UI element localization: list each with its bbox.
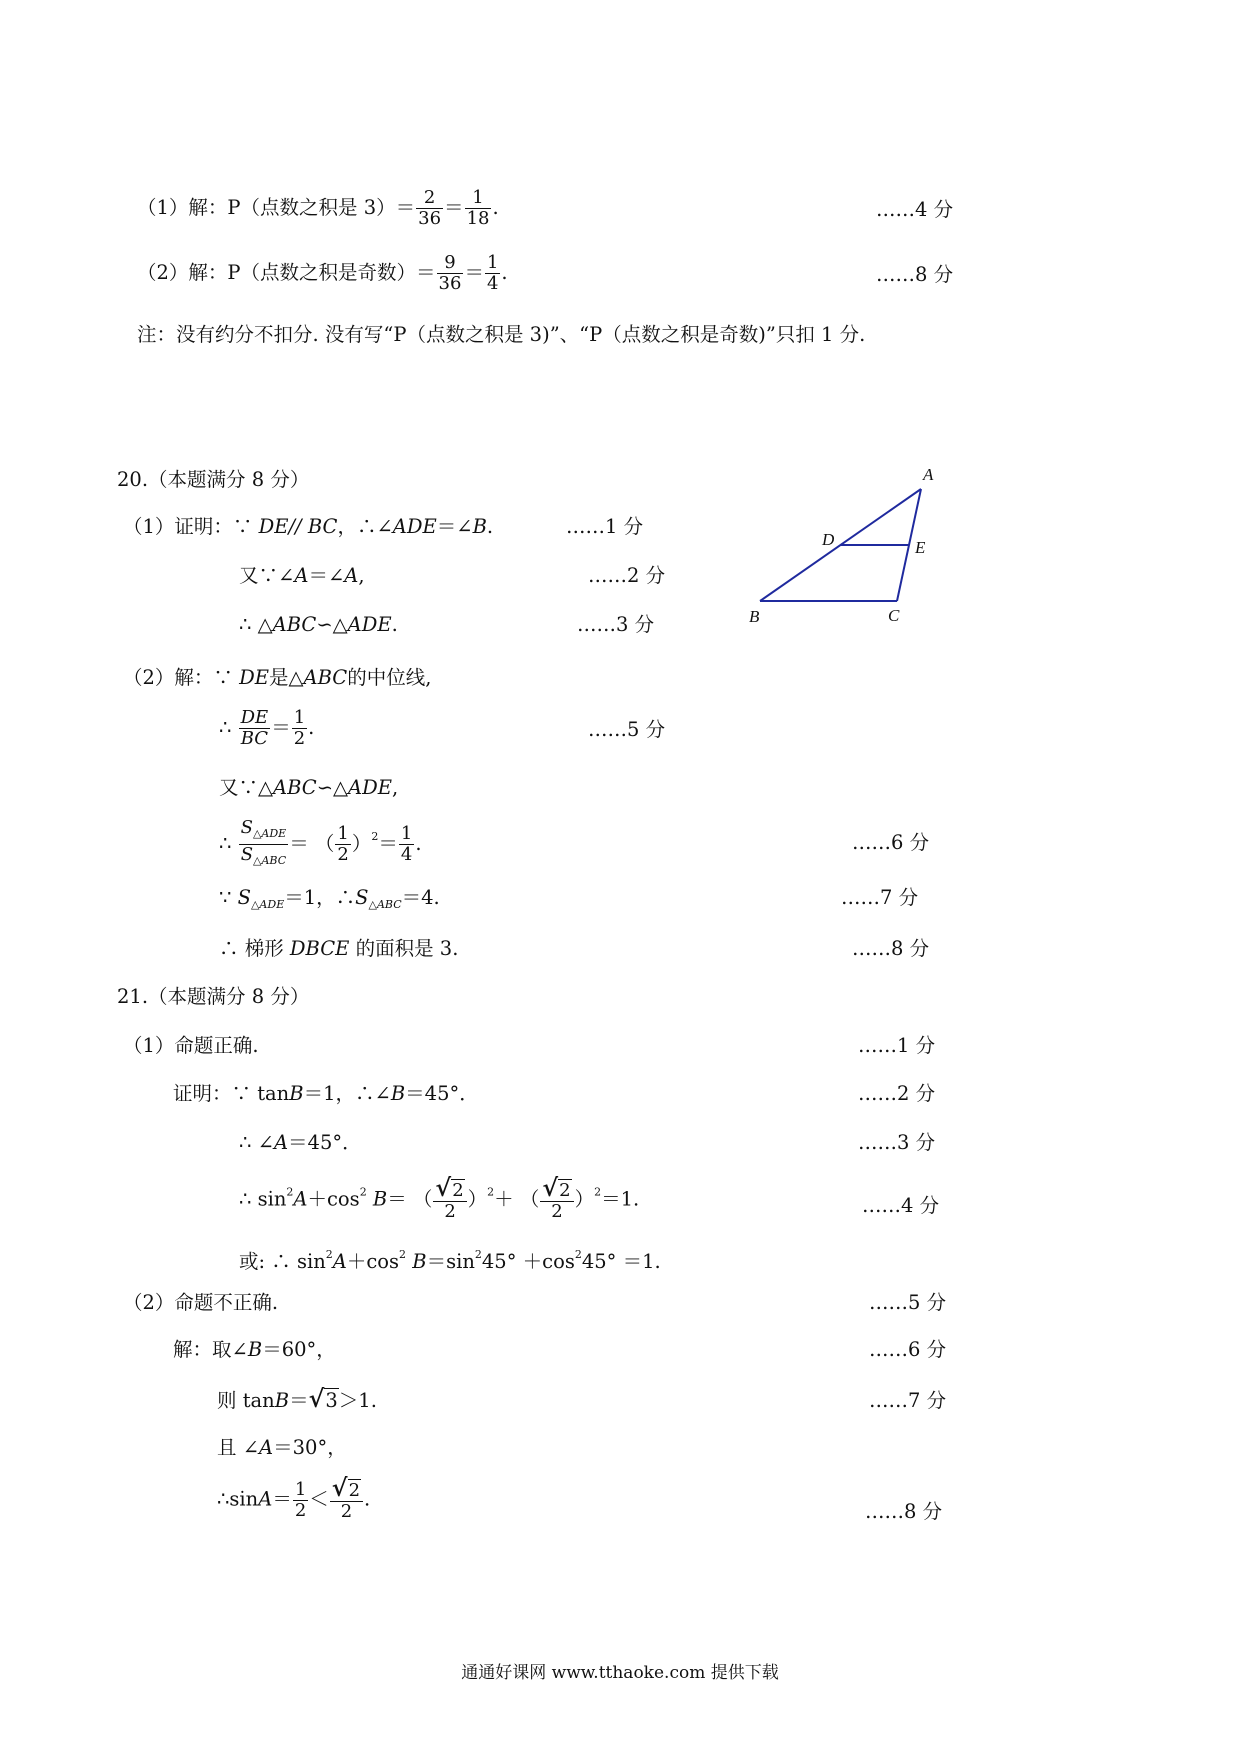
q20-l7-gden: 4	[400, 844, 413, 865]
q21-l4-e: ＝ （	[387, 1187, 433, 1211]
q19-p1-eq: ＝	[444, 196, 464, 219]
q20-line1	[123, 515, 493, 539]
q20-l4-b: DE	[239, 666, 269, 689]
q20-l7-eq2: ＝	[378, 832, 398, 855]
q19-part1	[137, 188, 499, 229]
q19-p2-prefix: （2）解：P（点数之积是奇数）＝	[137, 261, 436, 284]
q19-p1-fraction2	[465, 188, 492, 229]
q21-l5-g: 45° ＝1.	[581, 1250, 661, 1273]
q20-l5-frac	[292, 708, 307, 749]
q20-l9-score: ……8 分	[852, 937, 930, 960]
q20-l5-fden: 2	[293, 728, 306, 749]
q20-l1-g: .	[486, 515, 494, 538]
q19-p1-score: ……4 分	[876, 198, 954, 221]
q21-l10-e: .	[364, 1487, 371, 1511]
q21-l8-rad: 3	[325, 1389, 338, 1412]
q21-l10-half	[293, 1480, 308, 1521]
q21-l4-score: ……4 分	[862, 1194, 940, 1217]
q21-l5-b: A	[332, 1250, 347, 1273]
q21-l3-c: ＝45°．	[288, 1131, 362, 1154]
q21-l10-d: ＜	[309, 1487, 329, 1511]
q21-l4-i: ＝1.	[601, 1187, 640, 1211]
q21-l5-f: 45° ＋cos	[481, 1250, 575, 1273]
q21-l4-g: ＋ （	[494, 1187, 540, 1211]
triangle-figure	[745, 462, 955, 632]
q19-p2-f2-num: 1	[486, 252, 499, 273]
q20-l7-sq: 2	[371, 830, 379, 843]
q20-l7-num: S	[240, 817, 253, 838]
q21-l6-score: ……5 分	[869, 1291, 947, 1314]
sqrt-icon: √	[308, 1384, 325, 1413]
q20-l7-half	[335, 824, 350, 865]
q20-l5-fnum: 1	[293, 707, 306, 728]
q20-l6-d: ADE	[348, 776, 392, 799]
q20-l7-densub: △ABC	[253, 854, 287, 867]
q21-l5-d: B	[406, 1250, 427, 1273]
q20-line7	[219, 818, 422, 871]
q20-l4-a: （2）解：∵	[123, 666, 240, 689]
q21-line6: （2）命题不正确.	[123, 1291, 279, 1314]
sqrt-icon: √	[435, 1173, 452, 1202]
q21-l5-sq2: 2	[399, 1248, 407, 1261]
q20-l6-a: 又∵△	[219, 776, 273, 799]
q21-l7-score: ……6 分	[869, 1338, 947, 1361]
q21-l7-c: ＝60°，	[262, 1338, 336, 1361]
q19-p1-f1-num: 2	[416, 188, 443, 209]
q21-line8	[217, 1384, 377, 1413]
q21-line7	[173, 1338, 336, 1362]
q20-l4-e: 的中位线,	[347, 666, 432, 689]
q20-l5-den: BC	[240, 728, 269, 749]
q20-l7-quarter	[399, 824, 414, 865]
q21-l4-a: ∴ sin	[239, 1187, 287, 1211]
q19-p2-score: ……8 分	[876, 263, 954, 286]
q21-line5	[239, 1243, 661, 1274]
q20-l8-b: ＝1，∴	[284, 886, 356, 909]
q21-line1: （1）命题正确.	[123, 1034, 259, 1057]
q20-line4	[123, 666, 431, 690]
q20-l5-score: ……5 分	[588, 718, 666, 741]
q20-l5-a: ∴	[219, 716, 238, 739]
q20-l8-s2: S	[355, 886, 369, 909]
q21-l2-score: ……2 分	[858, 1082, 936, 1105]
q19-p2-f1-num: 9	[437, 253, 464, 274]
q20-l7-end: .	[415, 832, 422, 855]
q19-p1-end: .	[492, 196, 499, 219]
q21-l10-b: A	[258, 1487, 273, 1511]
q21-line4	[239, 1173, 640, 1222]
q20-l8-s1sub: △ADE	[250, 898, 285, 911]
q19-p1-fraction1	[416, 188, 443, 229]
q20-line5	[219, 708, 314, 749]
q21-l3-a: ∴ ∠	[239, 1131, 274, 1154]
q21-l10-c: ＝	[272, 1487, 292, 1511]
q21-l4-rden-b: 2	[551, 1201, 563, 1222]
q20-l6-e: ,	[392, 776, 399, 799]
q21-l4-sq1: 2	[286, 1185, 294, 1199]
q21-l5-sq3: 2	[474, 1248, 482, 1261]
q20-l2-c: ＝∠	[308, 564, 345, 587]
q19-p2-f1-den: 36	[438, 273, 462, 294]
label-d: D	[822, 530, 835, 549]
q20-l1-c: ，∴∠	[337, 515, 393, 538]
q21-l5-sq1: 2	[325, 1248, 333, 1261]
q21-l4-b: A	[293, 1187, 308, 1211]
q21-l4-c: ＋cos	[307, 1187, 360, 1211]
q21-l2-d: B	[390, 1082, 406, 1105]
q19-p1-f2-den: 18	[466, 208, 490, 229]
q20-l1-d: ADE	[392, 515, 437, 538]
q19-p2-fraction2	[485, 253, 500, 294]
q20-header: 20.（本题满分 8 分）	[117, 468, 310, 491]
q21-l3-score: ……3 分	[858, 1131, 936, 1154]
q20-l2-score: ……2 分	[588, 564, 666, 587]
q20-l4-c: 是△	[268, 666, 304, 689]
q21-l8-a: 则 tan	[217, 1389, 275, 1412]
q21-line3	[239, 1131, 362, 1155]
q21-l4-sq4: 2	[594, 1185, 602, 1199]
q21-l8-b: B	[274, 1389, 290, 1412]
q21-l4-h: ）	[574, 1187, 595, 1211]
q20-l7-eq: ＝ （	[289, 832, 335, 855]
q20-l7-numsub: △ADE	[252, 827, 287, 840]
q20-l7-den: S	[240, 844, 254, 865]
q21-l4-f: ）	[467, 1187, 488, 1211]
q20-l8-score: ……7 分	[841, 886, 919, 909]
q21-l3-b: A	[273, 1131, 289, 1154]
q19-p2-eq: ＝	[464, 261, 484, 284]
q21-l2-c: ＝1，∴∠	[303, 1082, 391, 1105]
q20-l4-d: ABC	[303, 666, 348, 689]
q21-line10	[217, 1473, 371, 1522]
q20-l7-fnum: 1	[337, 823, 349, 844]
q20-l2-d: A	[344, 564, 359, 587]
q20-l1-a: （1）证明：∵	[123, 515, 259, 538]
sqrt-icon: √	[331, 1473, 348, 1502]
q20-l3-d: ADE	[347, 613, 392, 636]
q20-l5-eq: ＝	[271, 716, 291, 739]
q21-l2-e: ＝45°．	[405, 1082, 479, 1105]
q19-p2-f2-den: 4	[486, 273, 499, 294]
q21-l10-rootfrac	[330, 1473, 363, 1522]
q20-l3-e: .	[391, 613, 398, 636]
q21-l2-b: B	[289, 1082, 304, 1105]
q21-l10-rnum: 2	[348, 1480, 361, 1501]
q21-l8-score: ……7 分	[869, 1389, 947, 1412]
q20-l5-ratio	[239, 708, 271, 749]
q21-l9-b: A	[259, 1436, 274, 1459]
q21-line2	[173, 1082, 479, 1106]
q20-l2-b: A	[294, 564, 309, 587]
q21-l10-rden: 2	[340, 1501, 353, 1522]
q21-l5-sq4: 2	[574, 1248, 582, 1261]
q20-l8-a: ∵	[219, 886, 238, 909]
q19-part2	[137, 253, 508, 294]
q21-l5-e: ＝sin	[426, 1250, 475, 1273]
q20-l7-score: ……6 分	[852, 831, 930, 854]
q21-l8-d: ＞1.	[338, 1389, 377, 1412]
q21-l4-d: B	[366, 1187, 388, 1211]
q20-l5-num: DE	[240, 707, 269, 728]
q20-line9	[219, 937, 458, 961]
q19-p1-prefix: （1）解：P（点数之积是 3）＝	[137, 196, 416, 219]
q20-l2-e: ,	[358, 564, 365, 587]
q19-p2-fraction1	[437, 253, 464, 294]
q19-note: 注：没有约分不扣分. 没有写“P（点数之积是 3)”、“P（点数之积是奇数)”只扣 1 分.	[137, 323, 866, 346]
q20-l9-c: 的面积是 3.	[349, 937, 459, 960]
q20-l7-area-ratio	[239, 818, 289, 871]
q20-l1-score: ……1 分	[566, 515, 644, 538]
label-e: E	[915, 538, 926, 557]
q20-l6-c: ∽△	[316, 776, 349, 799]
q20-l9-a: ∴ 梯形	[219, 937, 290, 960]
label-c: C	[888, 606, 900, 625]
q21-l2-a: 证明：∵ tan	[173, 1082, 290, 1105]
q21-l10-fden: 2	[294, 1499, 307, 1521]
q20-l8-s1: S	[237, 886, 251, 909]
q20-l3-a: ∴ △	[239, 613, 273, 636]
q21-l7-b: B	[247, 1338, 263, 1361]
q20-line6	[219, 776, 398, 800]
q21-l7-a: 解：取∠	[173, 1338, 248, 1361]
q20-l9-b: DBCE	[289, 937, 350, 960]
q21-l10-score: ……8 分	[865, 1500, 943, 1523]
q21-l10-a: ∴sin	[217, 1487, 259, 1511]
q20-l3-b: ABC	[272, 613, 317, 636]
q20-l3-score: ……3 分	[577, 613, 655, 636]
q20-line8	[219, 886, 440, 917]
q20-l7-close: ）	[351, 832, 372, 855]
q20-l7-fden: 2	[337, 844, 349, 865]
label-b: B	[749, 607, 760, 626]
q20-l1-b: DE// BC	[258, 515, 338, 538]
q20-l8-s2sub: △ABC	[368, 898, 402, 911]
page-footer: 通通好课网 www.tthaoke.com 提供下载	[461, 1663, 779, 1683]
q21-l8-c: ＝	[289, 1389, 309, 1412]
q20-l8-c: ＝4.	[401, 886, 440, 909]
q20-l3-c: ∽△	[316, 613, 348, 636]
q20-l7-gnum: 1	[400, 823, 413, 844]
q21-l5-c: ＋cos	[346, 1250, 400, 1273]
q21-line9	[217, 1436, 347, 1460]
sqrt-icon: √	[542, 1173, 559, 1202]
q20-l5-end: .	[308, 716, 315, 739]
q21-l9-a: 且 ∠	[217, 1436, 260, 1459]
q20-l2-a: 又∵∠	[239, 564, 295, 587]
q19-p1-f1-den: 36	[418, 208, 442, 229]
q21-l4-sq2: 2	[359, 1185, 367, 1199]
q21-l4-rnum-a: 2	[452, 1180, 464, 1201]
q21-l4-rden-a: 2	[444, 1201, 456, 1222]
q21-l9-c: ＝30°，	[273, 1436, 347, 1459]
q20-l1-f: B	[472, 515, 487, 538]
q19-p2-end: .	[501, 261, 508, 284]
q20-line2	[239, 564, 365, 588]
q21-l4-rootfrac1	[433, 1173, 466, 1222]
q21-l4-rnum-b: 2	[559, 1180, 571, 1201]
q20-l1-e: ＝∠	[436, 515, 473, 538]
q19-p1-f2-num: 1	[465, 188, 492, 209]
q21-l1-score: ……1 分	[858, 1034, 936, 1057]
label-a: A	[923, 465, 934, 484]
q20-line3	[239, 613, 398, 637]
q21-l10-fnum: 1	[294, 1478, 307, 1500]
q21-l5-a: 或: ∴ sin	[239, 1250, 326, 1273]
q21-l4-sq3: 2	[487, 1185, 495, 1199]
q21-header: 21.（本题满分 8 分）	[117, 985, 310, 1008]
q20-l6-b: ABC	[273, 776, 317, 799]
q21-l4-rootfrac2	[540, 1173, 573, 1222]
q20-l7-a: ∴	[219, 832, 238, 855]
